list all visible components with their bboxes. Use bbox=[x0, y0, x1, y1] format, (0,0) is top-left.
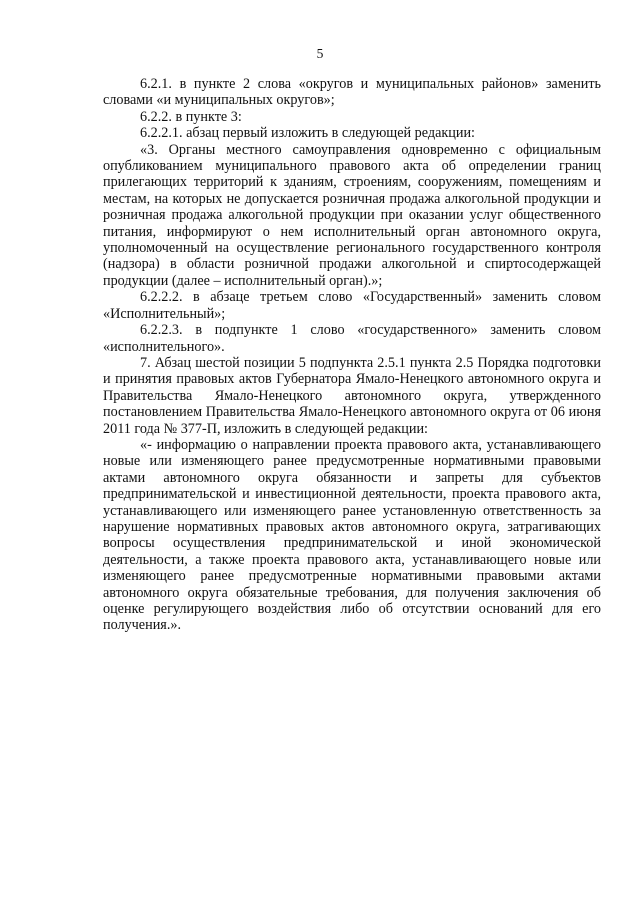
paragraph-6-2-2-1: 6.2.2.1. абзац первый изложить в следующей редакции: bbox=[140, 125, 475, 142]
paragraph-6-2-2-2: 6.2.2.2. в абзаце третьем слово «Государственный» заменить словом «Исполнительный»; bbox=[103, 289, 601, 322]
paragraph-6-2-2: 6.2.2. в пункте 3: bbox=[140, 108, 242, 125]
paragraph-7: 7. Абзац шестой позиции 5 подпункта 2.5.1 пункта 2.5 Порядка подготовки и принятия правовых актов Губернатора Ямало-Ненецкого автономного округа и Правительства Ямало-Ненецкого автономного округа, утвержденного постановлением Правительства Ямало-Ненецкого автономного округа от 06 июня 2011 года № 377-П, изложить в следующей редакции: bbox=[103, 354, 601, 437]
document-body bbox=[103, 76, 601, 634]
paragraph-quoted-item-3: «3. Органы местного самоуправления одновременно с официальным опубликованием муниципального правового акта об определении границ прилегающих территорий к зданиям, строениям, сооружениям, помещениям и местам, на которых не допускается розничная продажа алкогольной продукции и розничная продажа алкогольной продукции при оказании услуг общественного питания, информируют о нем исполнительный орган автономного округа, уполномоченный на осуществление регионального государственного контроля (надзора) в области розничной продажи алкогольной и спиртосодержащей продукции (далее – исполнительный орган).»; bbox=[103, 141, 601, 289]
page-number: 5 bbox=[316, 46, 324, 61]
paragraph-6-2-2-3: 6.2.2.3. в подпункте 1 слово «государственного» заменить словом «исполнительного». bbox=[103, 322, 601, 355]
paragraph-quoted-information: «- информацию о направлении проекта правового акта, устанавливающего новые или изменяющего ранее предусмотренные нормативными правовыми актами автономного округа обязанности и запреты для субъектов предпринимательской и инвестиционной деятельности, проекта правового акта, устанавливающего или изменяющего ранее установленную ответственность за нарушение нормативных правовых актов автономного округа, затрагивающих вопросы осуществления предпринимательской и иной экономической деятельности, а также проекта правового акта, устанавливающего новые или изменяющего ранее предусмотренные нормативными правовыми актами автономного округа обязательные требования, для получения заключения об оценке регулирующего воздействия либо об отсутствии оснований для его получения.». bbox=[103, 436, 601, 634]
paragraph-6-2-1: 6.2.1. в пункте 2 слова «округов и муниципальных районов» заменить словами «и муниципальных округов»; bbox=[103, 76, 601, 109]
